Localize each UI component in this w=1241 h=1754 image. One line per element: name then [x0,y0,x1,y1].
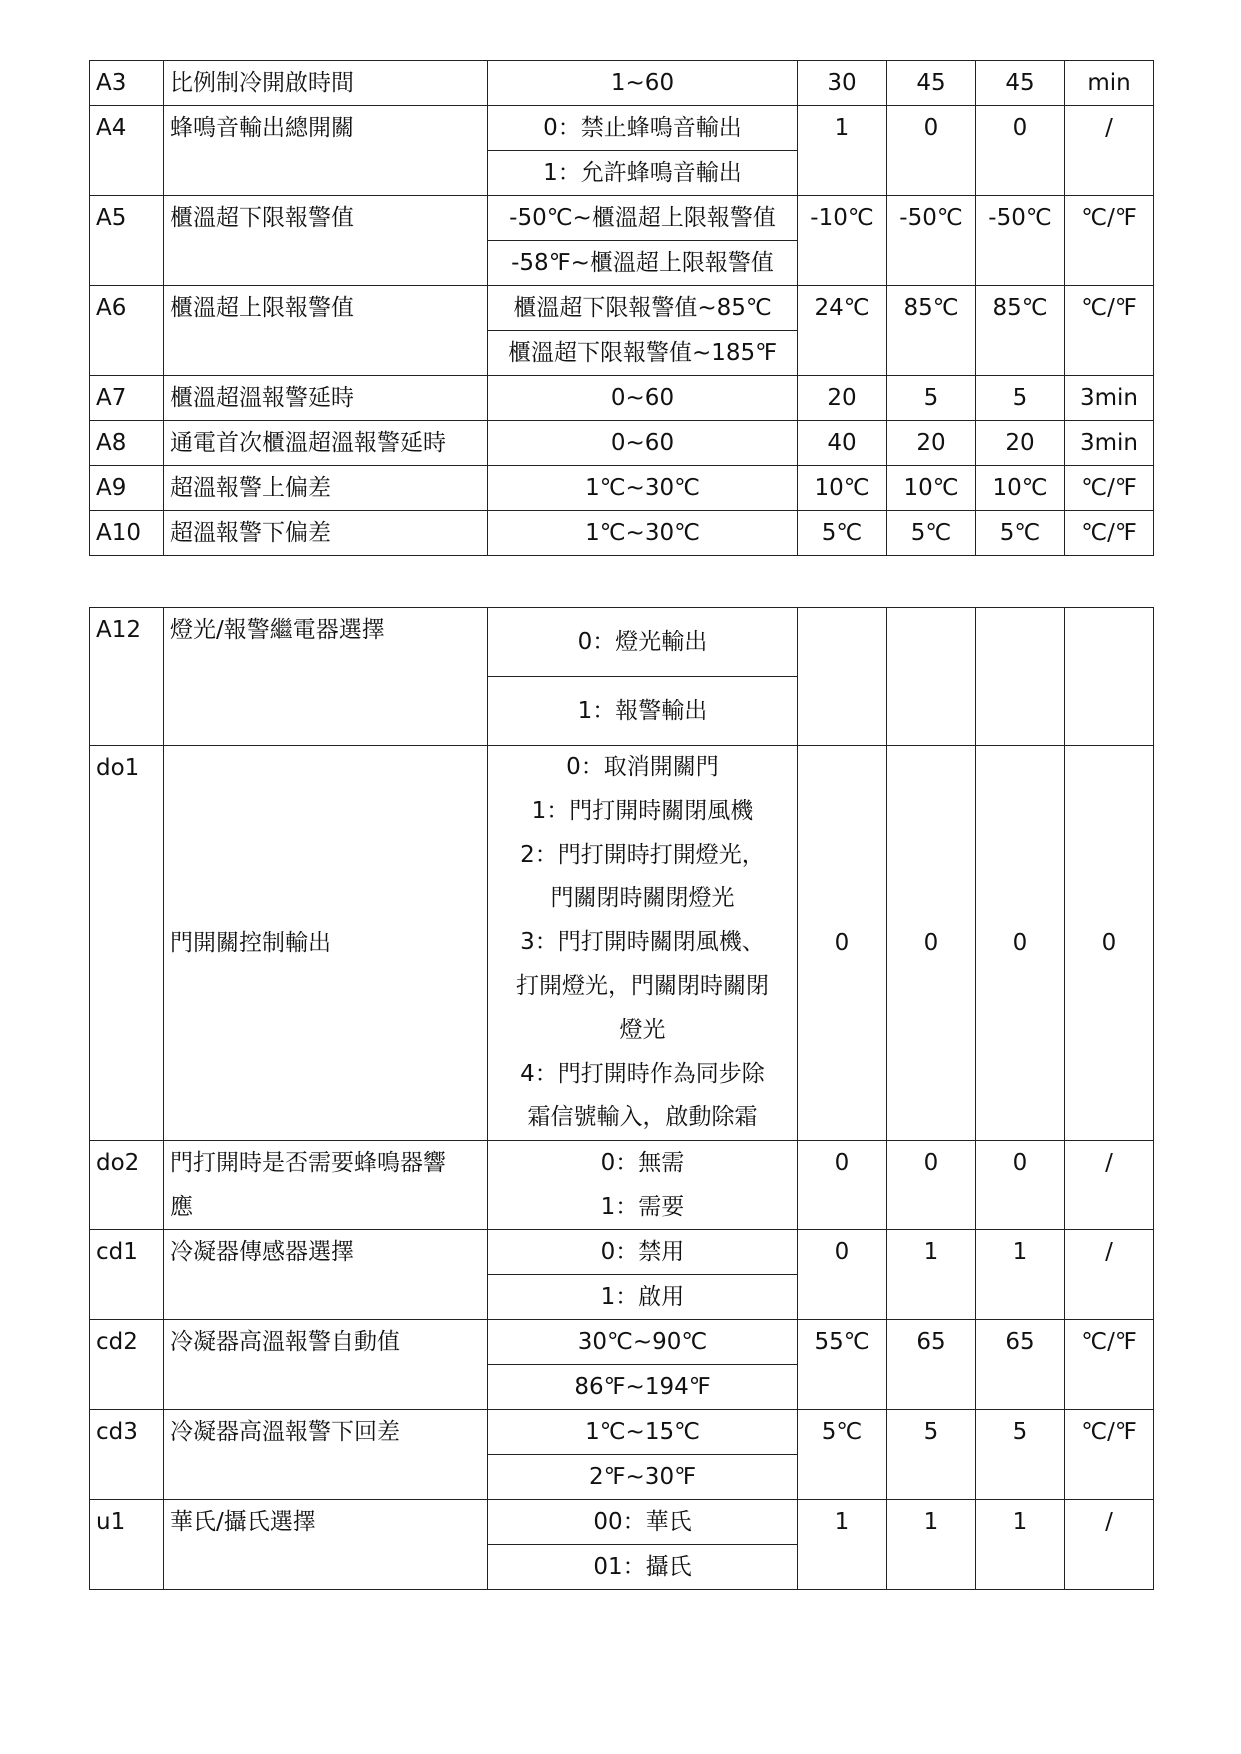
param-value-2: 20 [887,421,976,466]
option-line: 2：門打開時打開燈光， [520,841,765,868]
param-unit: ℃/℉ [1065,196,1154,286]
option-line: 門關閉時關閉燈光 [550,885,735,912]
param-code: A3 [90,61,164,106]
param-range: 30℃~90℃ [488,1320,798,1365]
param-value-3 [976,608,1065,746]
table-row [90,421,1154,466]
table-row [90,1410,1154,1455]
param-name: 蜂鳴音輸出總開關 [164,106,488,196]
name-line: 應 [170,1194,193,1221]
param-code: A4 [90,106,164,196]
param-value-2: 85℃ [887,286,976,376]
param-range: 1℃~30℃ [488,466,798,511]
param-name: 通電首次櫃溫超溫報警延時 [164,421,488,466]
param-unit: 3min [1065,421,1154,466]
param-value-3: 0 [976,1141,1065,1230]
param-unit [1065,608,1154,746]
parameter-table-2 [89,607,1154,1590]
param-value-3: 85℃ [976,286,1065,376]
param-value-3: 5 [976,376,1065,421]
table-row [90,466,1154,511]
param-value-2 [887,608,976,746]
param-name: 燈光/報警繼電器選擇 [164,608,488,746]
param-name: 超溫報警下偏差 [164,511,488,556]
param-range: 0：禁用 [488,1230,798,1275]
param-range: 櫃溫超下限報警值~85℃ [488,286,798,331]
param-range: 0~60 [488,376,798,421]
param-value-3: 45 [976,61,1065,106]
param-value-2: 5 [887,376,976,421]
param-value-2: 5 [887,1410,976,1500]
param-value-3: 65 [976,1320,1065,1410]
param-value-1: 55℃ [798,1320,887,1410]
param-code: A10 [90,511,164,556]
param-value-2: 5℃ [887,511,976,556]
param-unit: / [1065,1141,1154,1230]
parameter-table-1 [89,60,1154,556]
param-range: 00：華氏 [488,1500,798,1545]
param-value-3: 10℃ [976,466,1065,511]
param-range: 1~60 [488,61,798,106]
param-value-3: 0 [976,746,1065,1141]
param-unit: ℃/℉ [1065,1320,1154,1410]
option-line: 3：門打開時關閉風機、 [520,929,765,956]
param-unit: ℃/℉ [1065,286,1154,376]
param-options [488,1141,798,1230]
param-name: 冷凝器傳感器選擇 [164,1230,488,1320]
param-value-2: 0 [887,746,976,1141]
param-unit: min [1065,61,1154,106]
param-value-1 [798,608,887,746]
param-value-2: 45 [887,61,976,106]
table-row [90,1320,1154,1365]
param-name [164,1141,488,1230]
param-name: 櫃溫超上限報警值 [164,286,488,376]
param-code: cd1 [90,1230,164,1320]
param-name: 櫃溫超下限報警值 [164,196,488,286]
param-code: u1 [90,1500,164,1590]
param-value-1: 10℃ [798,466,887,511]
option-line: 燈光 [619,1016,666,1043]
param-range: 86℉~194℉ [488,1365,798,1410]
param-code: A9 [90,466,164,511]
param-name: 冷凝器高溫報警自動值 [164,1320,488,1410]
param-value-3: 5℃ [976,511,1065,556]
table-row [90,376,1154,421]
param-value-2: 10℃ [887,466,976,511]
param-range: 0：禁止蜂鳴音輸出 [488,106,798,151]
param-range: 1：報警輸出 [488,677,798,746]
param-name: 比例制冷開啟時間 [164,61,488,106]
param-code: cd2 [90,1320,164,1410]
param-range: 0：燈光輸出 [488,608,798,677]
param-value-3: 0 [976,106,1065,196]
param-value-2: 0 [887,106,976,196]
table-row [90,608,1154,677]
param-value-1: 40 [798,421,887,466]
param-value-3: 20 [976,421,1065,466]
param-options [488,746,798,1141]
param-value-2: 1 [887,1230,976,1320]
table-row [90,196,1154,241]
table-row [90,1141,1154,1230]
param-unit: / [1065,1230,1154,1320]
option-line: 1：門打開時關閉風機 [531,797,754,824]
param-value-1: -10℃ [798,196,887,286]
param-unit: ℃/℉ [1065,1410,1154,1500]
param-code: do2 [90,1141,164,1230]
param-value-1: 24℃ [798,286,887,376]
param-code: A6 [90,286,164,376]
param-unit: / [1065,1500,1154,1590]
param-value-1: 20 [798,376,887,421]
param-range: 1：啟用 [488,1275,798,1320]
param-name: 門開關控制輸出 [164,746,488,1141]
param-unit: ℃/℉ [1065,466,1154,511]
param-code: A5 [90,196,164,286]
param-code: cd3 [90,1410,164,1500]
param-value-1: 5℃ [798,511,887,556]
param-range: 2℉~30℉ [488,1455,798,1500]
param-value-1: 0 [798,746,887,1141]
param-range: 01：攝氏 [488,1545,798,1590]
option-line: 0：取消開關門 [566,754,719,780]
option-line: 霜信號輸入，啟動除霜 [527,1104,758,1131]
param-range: 1℃~15℃ [488,1410,798,1455]
param-unit: ℃/℉ [1065,511,1154,556]
param-value-1: 1 [798,106,887,196]
param-code: do1 [90,746,164,1141]
param-name: 超溫報警上偏差 [164,466,488,511]
param-name: 冷凝器高溫報警下回差 [164,1410,488,1500]
param-range: -58℉~櫃溫超上限報警值 [488,241,798,286]
option-line: 1：需要 [600,1194,685,1221]
param-value-2: 0 [887,1141,976,1230]
param-value-3: 1 [976,1230,1065,1320]
param-value-1: 0 [798,1141,887,1230]
param-code: A8 [90,421,164,466]
option-line: 打開燈光，門關閉時關閉 [516,972,769,999]
param-range: 櫃溫超下限報警值~185℉ [488,331,798,376]
table-row [90,1230,1154,1275]
param-value-2: 65 [887,1320,976,1410]
param-value-1: 0 [798,1230,887,1320]
table-row [90,746,1154,1141]
param-value-1: 30 [798,61,887,106]
param-value-1: 1 [798,1500,887,1590]
param-range: 0~60 [488,421,798,466]
table-row [90,1500,1154,1545]
param-range: 1℃~30℃ [488,511,798,556]
table-row [90,511,1154,556]
table-row [90,61,1154,106]
param-value-3: -50℃ [976,196,1065,286]
param-range: -50℃~櫃溫超上限報警值 [488,196,798,241]
param-value-2: -50℃ [887,196,976,286]
table-row [90,286,1154,331]
param-code: A7 [90,376,164,421]
param-name: 櫃溫超溫報警延時 [164,376,488,421]
param-range: 1：允許蜂鳴音輸出 [488,151,798,196]
param-value-3: 1 [976,1500,1065,1590]
option-line: 4：門打開時作為同步除 [520,1060,765,1087]
param-unit: 0 [1065,746,1154,1141]
param-value-1: 5℃ [798,1410,887,1500]
table-row [90,106,1154,151]
param-name: 華氏/攝氏選擇 [164,1500,488,1590]
param-code: A12 [90,608,164,746]
param-value-3: 5 [976,1410,1065,1500]
name-line: 門打開時是否需要蜂鳴器響 [170,1150,446,1177]
param-unit: / [1065,106,1154,196]
param-unit: 3min [1065,376,1154,421]
param-value-2: 1 [887,1500,976,1590]
option-line: 0：無需 [600,1150,685,1177]
